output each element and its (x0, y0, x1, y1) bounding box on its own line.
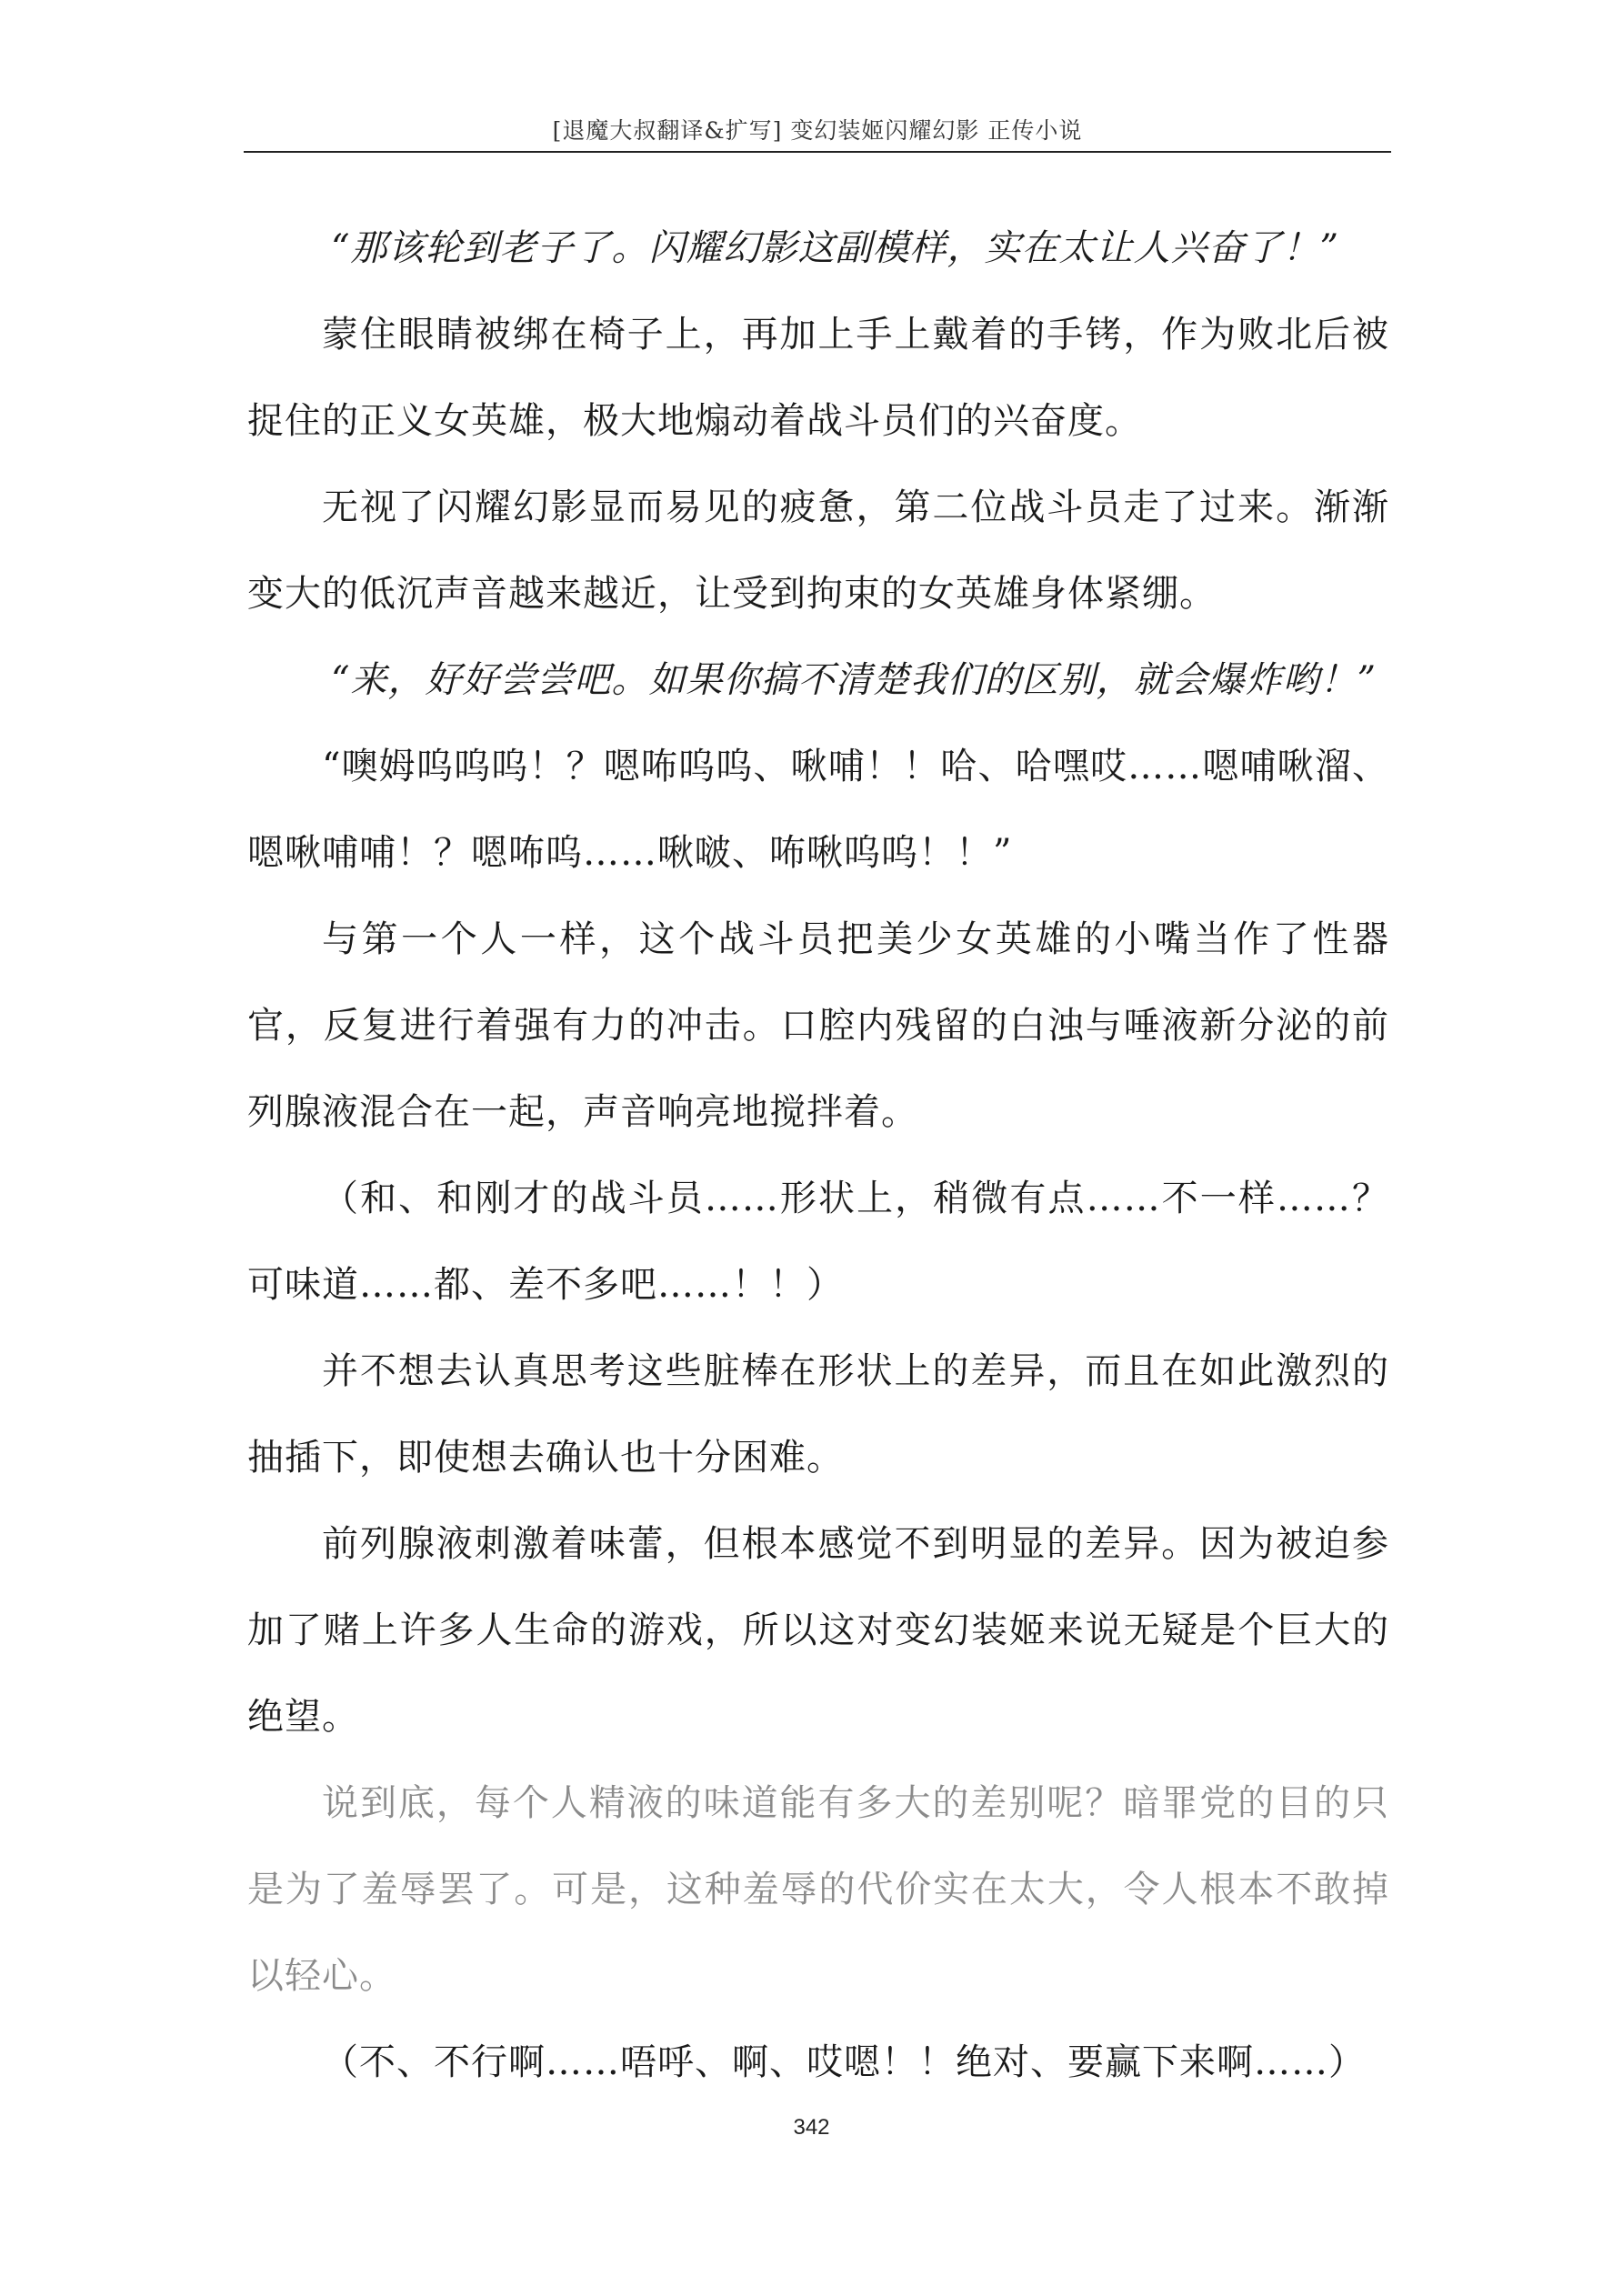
paragraph-9: 前列腺液刺激着味蕾，但根本感觉不到明显的差异。因为被迫参加了赌上许多人生命的游戏，所以这对变幻装姬来说无疑是个巨大的绝望。 (247, 1523, 1389, 1738)
paragraph-3: 无视了闪耀幻影显而易见的疲惫，第二位战斗员走了过来。渐渐变大的低沉声音越来越近，让受到拘束的女英雄身体紧绷。 (247, 486, 1389, 615)
header-divider (244, 151, 1391, 153)
paragraph-2: 蒙住眼睛被绑在椅子上，再加上手上戴着的手铐，作为败北后被捉住的正义女英雄，极大地煽动着战斗员们的兴奋度。 (247, 314, 1389, 442)
running-header: [退魔大叔翻译&扩写] 变幻装姬闪耀幻影 正传小说 (552, 117, 1083, 144)
paragraph-10: 说到底，每个人精液的味道能有多大的差别呢？暗罪党的目的只是为了羞辱罢了。可是，这种羞辱的代价实在太大，令人根本不敢掉以轻心。 (247, 1782, 1389, 1997)
page-number: 342 (793, 2115, 830, 2140)
paragraph-4: “来，好好尝尝吧。如果你搞不清楚我们的区别，就会爆炸哟！” (331, 659, 1377, 701)
paragraph-6: 与第一个人一样，这个战斗员把美少女英雄的小嘴当作了性器官，反复进行着强有力的冲击。口腔内残留的白浊与唾液新分泌的前列腺液混合在一起，声音响亮地搅拌着。 (247, 918, 1389, 1133)
paragraph-1: “那该轮到老子了。闪耀幻影这副模样，实在太让人兴奋了！” (331, 227, 1339, 269)
paragraph-5: “噢姆呜呜呜！？嗯咘呜呜、啾哺！！哈、哈嘿哎……嗯哺啾溜、嗯啾哺哺！？嗯咘呜……啾啵、咘啾呜呜！！” (247, 746, 1389, 874)
paragraph-8: 并不想去认真思考这些脏棒在形状上的差异，而且在如此激烈的抽插下，即使想去确认也十分困难。 (247, 1350, 1389, 1479)
paragraph-11: （不、不行啊……唔呼、啊、哎嗯！！绝对、要赢下来啊……） (322, 2041, 1366, 2083)
paragraph-7: （和、和刚才的战斗员……形状上，稍微有点……不一样……？可味道……都、差不多吧……！！） (247, 1178, 1389, 1306)
page-body (247, 206, 1389, 2106)
